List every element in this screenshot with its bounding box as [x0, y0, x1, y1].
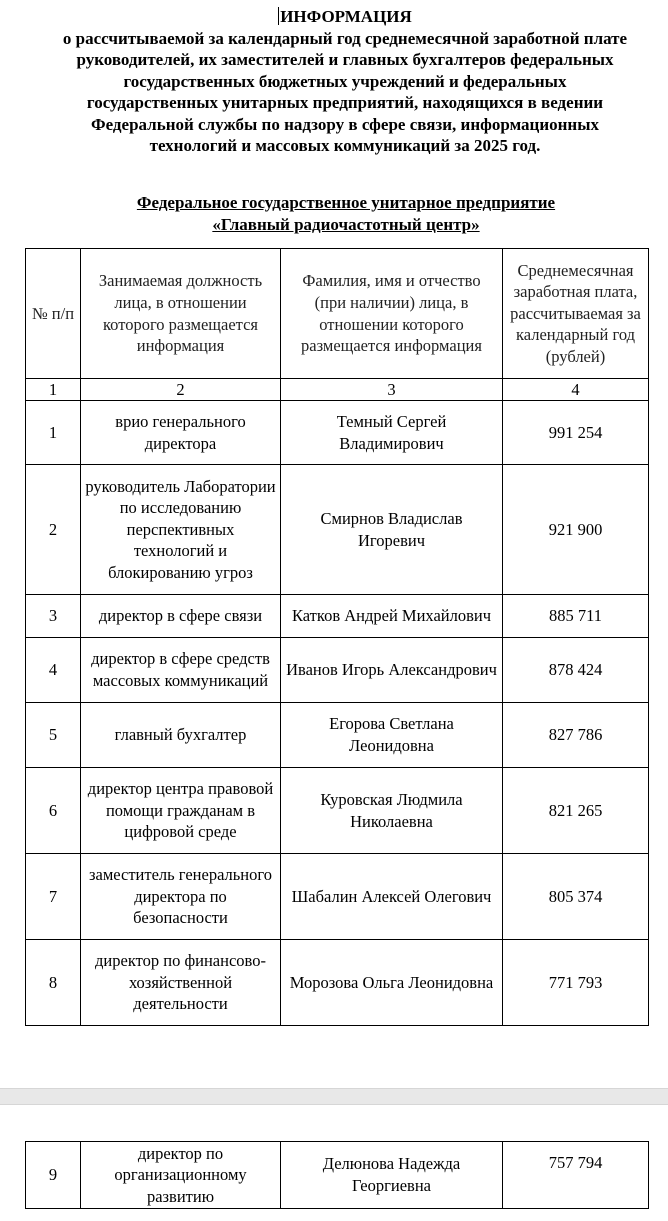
table-row [26, 595, 649, 638]
row-number: 7 [26, 854, 81, 940]
row-position: врио генерального директора [81, 401, 281, 465]
row-salary: 878 424 [503, 638, 649, 703]
subtitle-line: о рассчитываемой за календарный год среднемесячной заработной плате [62, 28, 628, 48]
row-name: Иванов Игорь Александрович [281, 638, 503, 703]
column-number: 1 [26, 379, 81, 401]
row-salary: 991 254 [503, 401, 649, 465]
row-position: директор центра правовой помощи гражданам в цифровой среде [81, 768, 281, 854]
organization-name [0, 192, 668, 236]
row-name: Смирнов Владислав Игоревич [281, 465, 503, 595]
document-title: ИНФОРМАЦИЯ [280, 7, 412, 26]
row-position: директор в сфере средств массовых коммуникаций [81, 638, 281, 703]
table-row [26, 940, 649, 1026]
salary-table-continued [25, 1141, 649, 1209]
row-number: 6 [26, 768, 81, 854]
row-salary: 885 711 [503, 595, 649, 638]
row-number: 4 [26, 638, 81, 703]
row-name: Темный Сергей Владимирович [281, 401, 503, 465]
row-salary: 821 265 [503, 768, 649, 854]
row-name: Шабалин Алексей Олегович [281, 854, 503, 940]
column-number-row [26, 379, 649, 401]
document-page-2 [0, 1105, 668, 1221]
table-row [26, 703, 649, 768]
column-number: 4 [503, 379, 649, 401]
table-row [26, 854, 649, 940]
organization-line-2: «Главный радиочастотный центр» [212, 215, 480, 234]
row-salary: 827 786 [503, 703, 649, 768]
row-salary: 757 794 [503, 1142, 649, 1209]
subtitle-line: технологий и массовых коммуникаций за 2025 год. [149, 136, 541, 155]
row-salary: 771 793 [503, 940, 649, 1026]
column-number: 2 [81, 379, 281, 401]
row-number: 3 [26, 595, 81, 638]
row-position: заместитель генерального директора по безопасности [81, 854, 281, 940]
row-number: 1 [26, 401, 81, 465]
row-name: Морозова Ольга Леонидовна [281, 940, 503, 1026]
row-position: директор по организационному развитию [81, 1142, 281, 1209]
row-name: Егорова Светлана Леонидовна [281, 703, 503, 768]
header-salary: Среднемесячная заработная плата, рассчитываемая за календарный год (рублей) [503, 249, 649, 379]
subtitle-line: руководителей, их заместителей и главных бухгалтеров федеральных [76, 50, 614, 69]
header-position: Занимаемая должность лица, в отношении которого размещается информация [81, 249, 281, 379]
row-number: 2 [26, 465, 81, 595]
document-heading [20, 6, 668, 157]
row-position: директор в сфере связи [81, 595, 281, 638]
row-name: Делюнова Надежда Георгиевна [281, 1142, 503, 1209]
subtitle-line: Федеральной службы по надзору в сфере связи, информационных [91, 114, 599, 134]
salary-table [25, 248, 649, 1026]
table-row [26, 1142, 649, 1209]
table-row [26, 768, 649, 854]
table-row [26, 401, 649, 465]
table-row [26, 465, 649, 595]
row-position: директор по финансово-хозяйственной деятельности [81, 940, 281, 1026]
page-break [0, 1088, 668, 1105]
row-salary: 921 900 [503, 465, 649, 595]
document-title-line [20, 6, 668, 28]
row-position: главный бухгалтер [81, 703, 281, 768]
row-position: руководитель Лаборатории по исследованию перспективных технологий и блокированию угроз [81, 465, 281, 595]
row-salary: 805 374 [503, 854, 649, 940]
table-row [26, 638, 649, 703]
row-name: Катков Андрей Михайлович [281, 595, 503, 638]
row-name: Куровская Людмила Николаевна [281, 768, 503, 854]
row-number: 5 [26, 703, 81, 768]
table-header-row [26, 249, 649, 379]
header-number: № п/п [26, 249, 81, 379]
column-number: 3 [281, 379, 503, 401]
subtitle-line: государственных бюджетных учреждений и федеральных [123, 71, 567, 91]
row-number: 9 [26, 1142, 81, 1209]
header-name: Фамилия, имя и отчество (при наличии) лица, в отношении которого размещается информация [281, 249, 503, 379]
organization-line-1: Федеральное государственное унитарное предприятие [136, 193, 556, 212]
subtitle-line: государственных унитарных предприятий, находящихся в ведении [86, 93, 604, 112]
row-number: 8 [26, 940, 81, 1026]
